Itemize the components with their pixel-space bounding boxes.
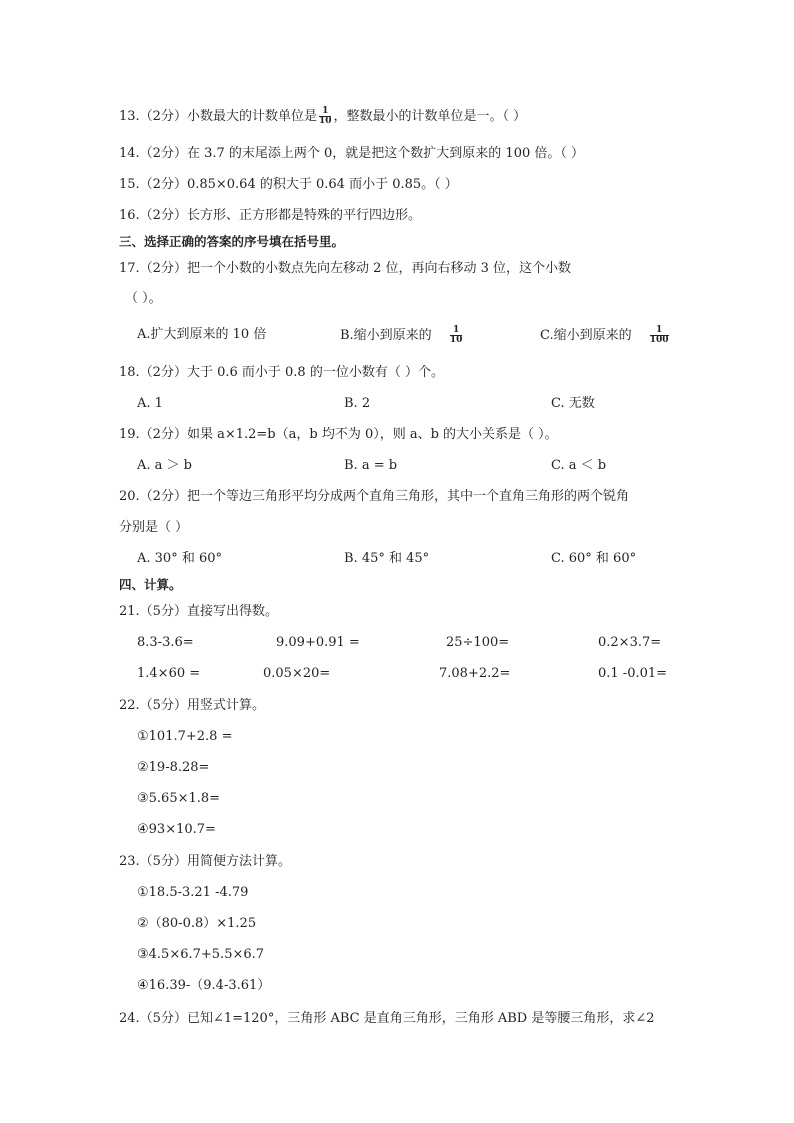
fraction: $\frac{1}{10}$ xyxy=(449,325,463,345)
q22-item: ④93×10.7= xyxy=(137,822,216,837)
question-24-stem: 24.（5分）已知∠1=120°，三角形 ABC 是直角三角形，三角形 ABD 是等腰三角形，求∠2 xyxy=(119,1011,655,1026)
q21-cell: 0.1 -0.01= xyxy=(598,666,668,681)
question-17-stem: 17.（2分）把一个小数的小数点先向左移动 2 位，再向右移动 3 位，这个小数 xyxy=(119,261,572,276)
question-20-option-b: B. 45° 和 45° xyxy=(344,551,430,566)
section-heading-3: 三、选择正确的答案的序号填在括号里。 xyxy=(119,234,345,249)
question-20-option-a: A. 30° 和 60° xyxy=(137,551,223,566)
question-19-option-c: C. a ＜ b xyxy=(551,458,607,473)
question-13: 13.（2分）小数最大的计数单位是 $\frac{1}{10}$ ，整数最小的计数单位是一。（ ） xyxy=(119,106,527,126)
q21-cell: 8.3-3.6= xyxy=(137,635,194,650)
question-14: 14.（2分）在 3.7 的末尾添上两个 0，就是把这个数扩大到原来的 100 倍。（ ） xyxy=(119,146,584,161)
question-17-blank: （ ）。 xyxy=(125,291,162,306)
fraction: $\frac{1}{10}$ xyxy=(318,106,332,126)
question-17-option-c: C.缩小到原来的 $\frac{1}{100}$ xyxy=(540,325,669,345)
question-16: 16.（2分）长方形、正方形都是特殊的平行四边形。 xyxy=(119,208,421,223)
q21-cell: 1.4×60 = xyxy=(137,666,201,681)
q23-item: ④16.39-（9.4-3.61） xyxy=(137,978,271,993)
q21-cell: 25÷100= xyxy=(446,635,510,650)
q21-cell: 7.08+2.2= xyxy=(439,666,511,681)
section-heading-4: 四、计算。 xyxy=(119,577,182,592)
question-18-stem: 18.（2分）大于 0.6 而小于 0.8 的一位小数有（ ）个。 xyxy=(119,365,444,380)
question-23-stem: 23.（5分）用简便方法计算。 xyxy=(119,854,291,869)
question-18-option-a: A. 1 xyxy=(137,396,163,411)
q23-item: ③4.5×6.7+5.5×6.7 xyxy=(137,947,265,962)
question-18-option-b: B. 2 xyxy=(344,396,371,411)
question-17-option-b: B.缩小到原来的 $\frac{1}{10}$ xyxy=(340,325,463,345)
question-20-stem-cont: 分别是（ ） xyxy=(119,520,189,535)
question-19-option-b: B. a = b xyxy=(344,458,398,473)
question-17-option-a: A.扩大到原来的 10 倍 xyxy=(137,327,267,342)
q22-item: ②19-8.28= xyxy=(137,760,210,775)
question-22-stem: 22.（5分）用竖式计算。 xyxy=(119,698,265,713)
question-19-option-a: A. a ＞ b xyxy=(137,458,192,473)
q22-item: ①101.7+2.8 = xyxy=(137,729,233,744)
q21-cell: 9.09+0.91 = xyxy=(276,635,360,650)
q23-item: ②（80-0.8）×1.25 xyxy=(137,916,257,931)
question-20-option-c: C. 60° 和 60° xyxy=(551,551,637,566)
question-21-stem: 21.（5分）直接写出得数。 xyxy=(119,604,278,619)
q23-item: ①18.5-3.21 -4.79 xyxy=(137,885,249,900)
question-18-option-c: C. 无数 xyxy=(551,396,595,411)
question-20-stem: 20.（2分）把一个等边三角形平均分成两个直角三角形，其中一个直角三角形的两个锐角 xyxy=(119,489,629,504)
question-15: 15.（2分）0.85×0.64 的积大于 0.64 而小于 0.85。（ ） xyxy=(119,177,458,192)
q21-cell: 0.05×20= xyxy=(263,666,331,681)
fraction: $\frac{1}{100}$ xyxy=(649,325,669,345)
q21-cell: 0.2×3.7= xyxy=(598,635,662,650)
question-19-stem: 19.（2分）如果 a×1.2=b（a，b 均不为 0），则 a、b 的大小关系是（ ）。 xyxy=(119,427,558,442)
q22-item: ③5.65×1.8= xyxy=(137,791,221,806)
